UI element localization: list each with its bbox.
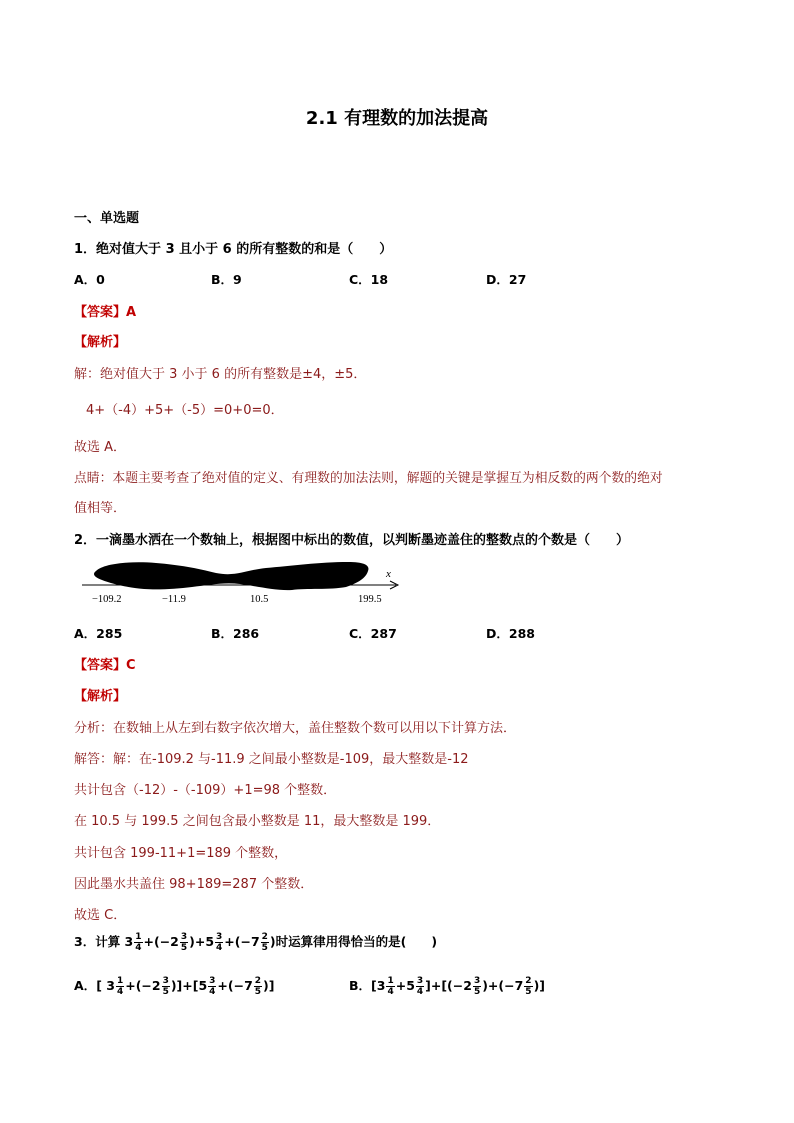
tick-label-1: −109.2 <box>92 594 122 605</box>
q2-option-d: D．288 <box>486 626 535 641</box>
q1-analysis-line-1: 解：绝对值大于 3 小于 6 的所有整数是±4，±5． <box>74 367 367 382</box>
page-title: 2.1 有理数的加法提高 <box>305 108 489 129</box>
fraction-1-4: $\frac{1}{4}$ <box>135 932 142 953</box>
section-heading: 一、单选题 <box>74 211 140 226</box>
q1-option-a: A．0 <box>74 272 105 287</box>
q2-analysis-line-6: 因此墨水共盖住 98+189=287 个整数． <box>74 877 314 892</box>
fraction-3-4: $\frac{3}{4}$ <box>209 976 216 997</box>
q1-analysis-line-5: 值相等． <box>74 501 127 516</box>
q2-analysis-line-3: 共计包含（-12）-（-109）+1=98 个整数． <box>74 783 337 798</box>
tick-label-4: 199.5 <box>358 594 382 605</box>
q3-option-a: A．[ 3 $\frac{1}{4}$ +(−2 $\frac{3}{5}$ )]+[5 $\frac{3}{4}$ +(−7 $\frac{2}{5}$ )] <box>74 976 275 997</box>
q2-analysis-line-2: 解答：解：在-109.2 与-11.9 之间最小整数是-109，最大整数是-12 <box>74 752 469 767</box>
q3-option-a-label: A． <box>74 978 97 993</box>
q1-option-b: B．9 <box>211 272 242 287</box>
q1-analysis-line-3: 故选 A． <box>74 440 127 455</box>
q1-analysis-line-4: 点睛：本题主要考查了绝对值的定义、有理数的加法法则，解题的关键是掌握互为相反数的两个数的绝对 <box>74 471 663 486</box>
ink-number-line-figure <box>80 556 410 608</box>
question-1-stem: 1．绝对值大于 3 且小于 6 的所有整数的和是（ ） <box>74 242 393 257</box>
q2-option-c: C．287 <box>349 626 397 641</box>
tick-label-3: 10.5 <box>250 594 269 605</box>
q3-option-b-label: B． <box>349 978 372 993</box>
fraction-3-4: $\frac{3}{4}$ <box>216 932 223 953</box>
q2-analysis-label: 【解析】 <box>74 689 127 704</box>
q3-stem-suffix: 时运算律用得恰当的是( ) <box>275 934 438 949</box>
q3-option-b: B．[3 $\frac{1}{4}$ +5 $\frac{3}{4}$ ]+[(−2 $\frac{3}{5}$ )+(−7 $\frac{2}{5}$ )] <box>349 976 545 997</box>
fraction-1-4: $\frac{1}{4}$ <box>387 976 394 997</box>
question-3-stem: 3．计算 3 $\frac{1}{4}$ +(−2 $\frac{3}{5}$ )+5 $\frac{3}{4}$ +(−7 $\frac{2}{5}$ )时运算律用得恰当的是( ) <box>74 932 438 953</box>
axis-label-x: x <box>386 568 391 580</box>
fraction-1-4: $\frac{1}{4}$ <box>116 976 124 997</box>
q3-stem-prefix: 3．计算 3 <box>74 934 134 949</box>
q2-analysis-line-4: 在 10.5 与 199.5 之间包含最小整数是 11，最大整数是 199． <box>74 814 441 829</box>
question-2-stem: 2．一滴墨水洒在一个数轴上，根据图中标出的数值，以判断墨迹盖住的整数点的个数是（ ） <box>74 533 630 548</box>
fraction-3-5: $\frac{3}{5}$ <box>180 932 188 953</box>
fraction-3-5: $\frac{3}{5}$ <box>473 976 481 997</box>
fraction-2-5: $\frac{2}{5}$ <box>254 976 262 997</box>
ink-blot <box>94 562 368 590</box>
q2-option-a: A．285 <box>74 626 123 641</box>
fraction-3-5: $\frac{3}{5}$ <box>162 976 169 997</box>
q2-analysis-line-5: 共计包含 199-11+1=189 个整数， <box>74 846 288 861</box>
tick-label-2: −11.9 <box>162 594 186 605</box>
q1-option-c: C．18 <box>349 272 389 287</box>
fraction-2-5: $\frac{2}{5}$ <box>261 932 268 953</box>
q1-analysis-label: 【解析】 <box>74 335 127 350</box>
q1-answer: 【答案】A <box>74 305 137 320</box>
q1-option-d: D．27 <box>486 272 527 287</box>
q2-analysis-line-1: 分析：在数轴上从左到右数字依次增大，盖住整数个数可以用以下计算方法． <box>74 721 517 736</box>
q2-answer: 【答案】C <box>74 658 136 673</box>
q2-analysis-line-7: 故选 C． <box>74 908 127 923</box>
q2-option-b: B．286 <box>211 626 260 641</box>
fraction-2-5: $\frac{2}{5}$ <box>525 976 532 997</box>
fraction-3-4: $\frac{3}{4}$ <box>416 976 424 997</box>
q1-analysis-line-2: 4+（-4）+5+（-5）=0+0=0． <box>86 403 284 418</box>
